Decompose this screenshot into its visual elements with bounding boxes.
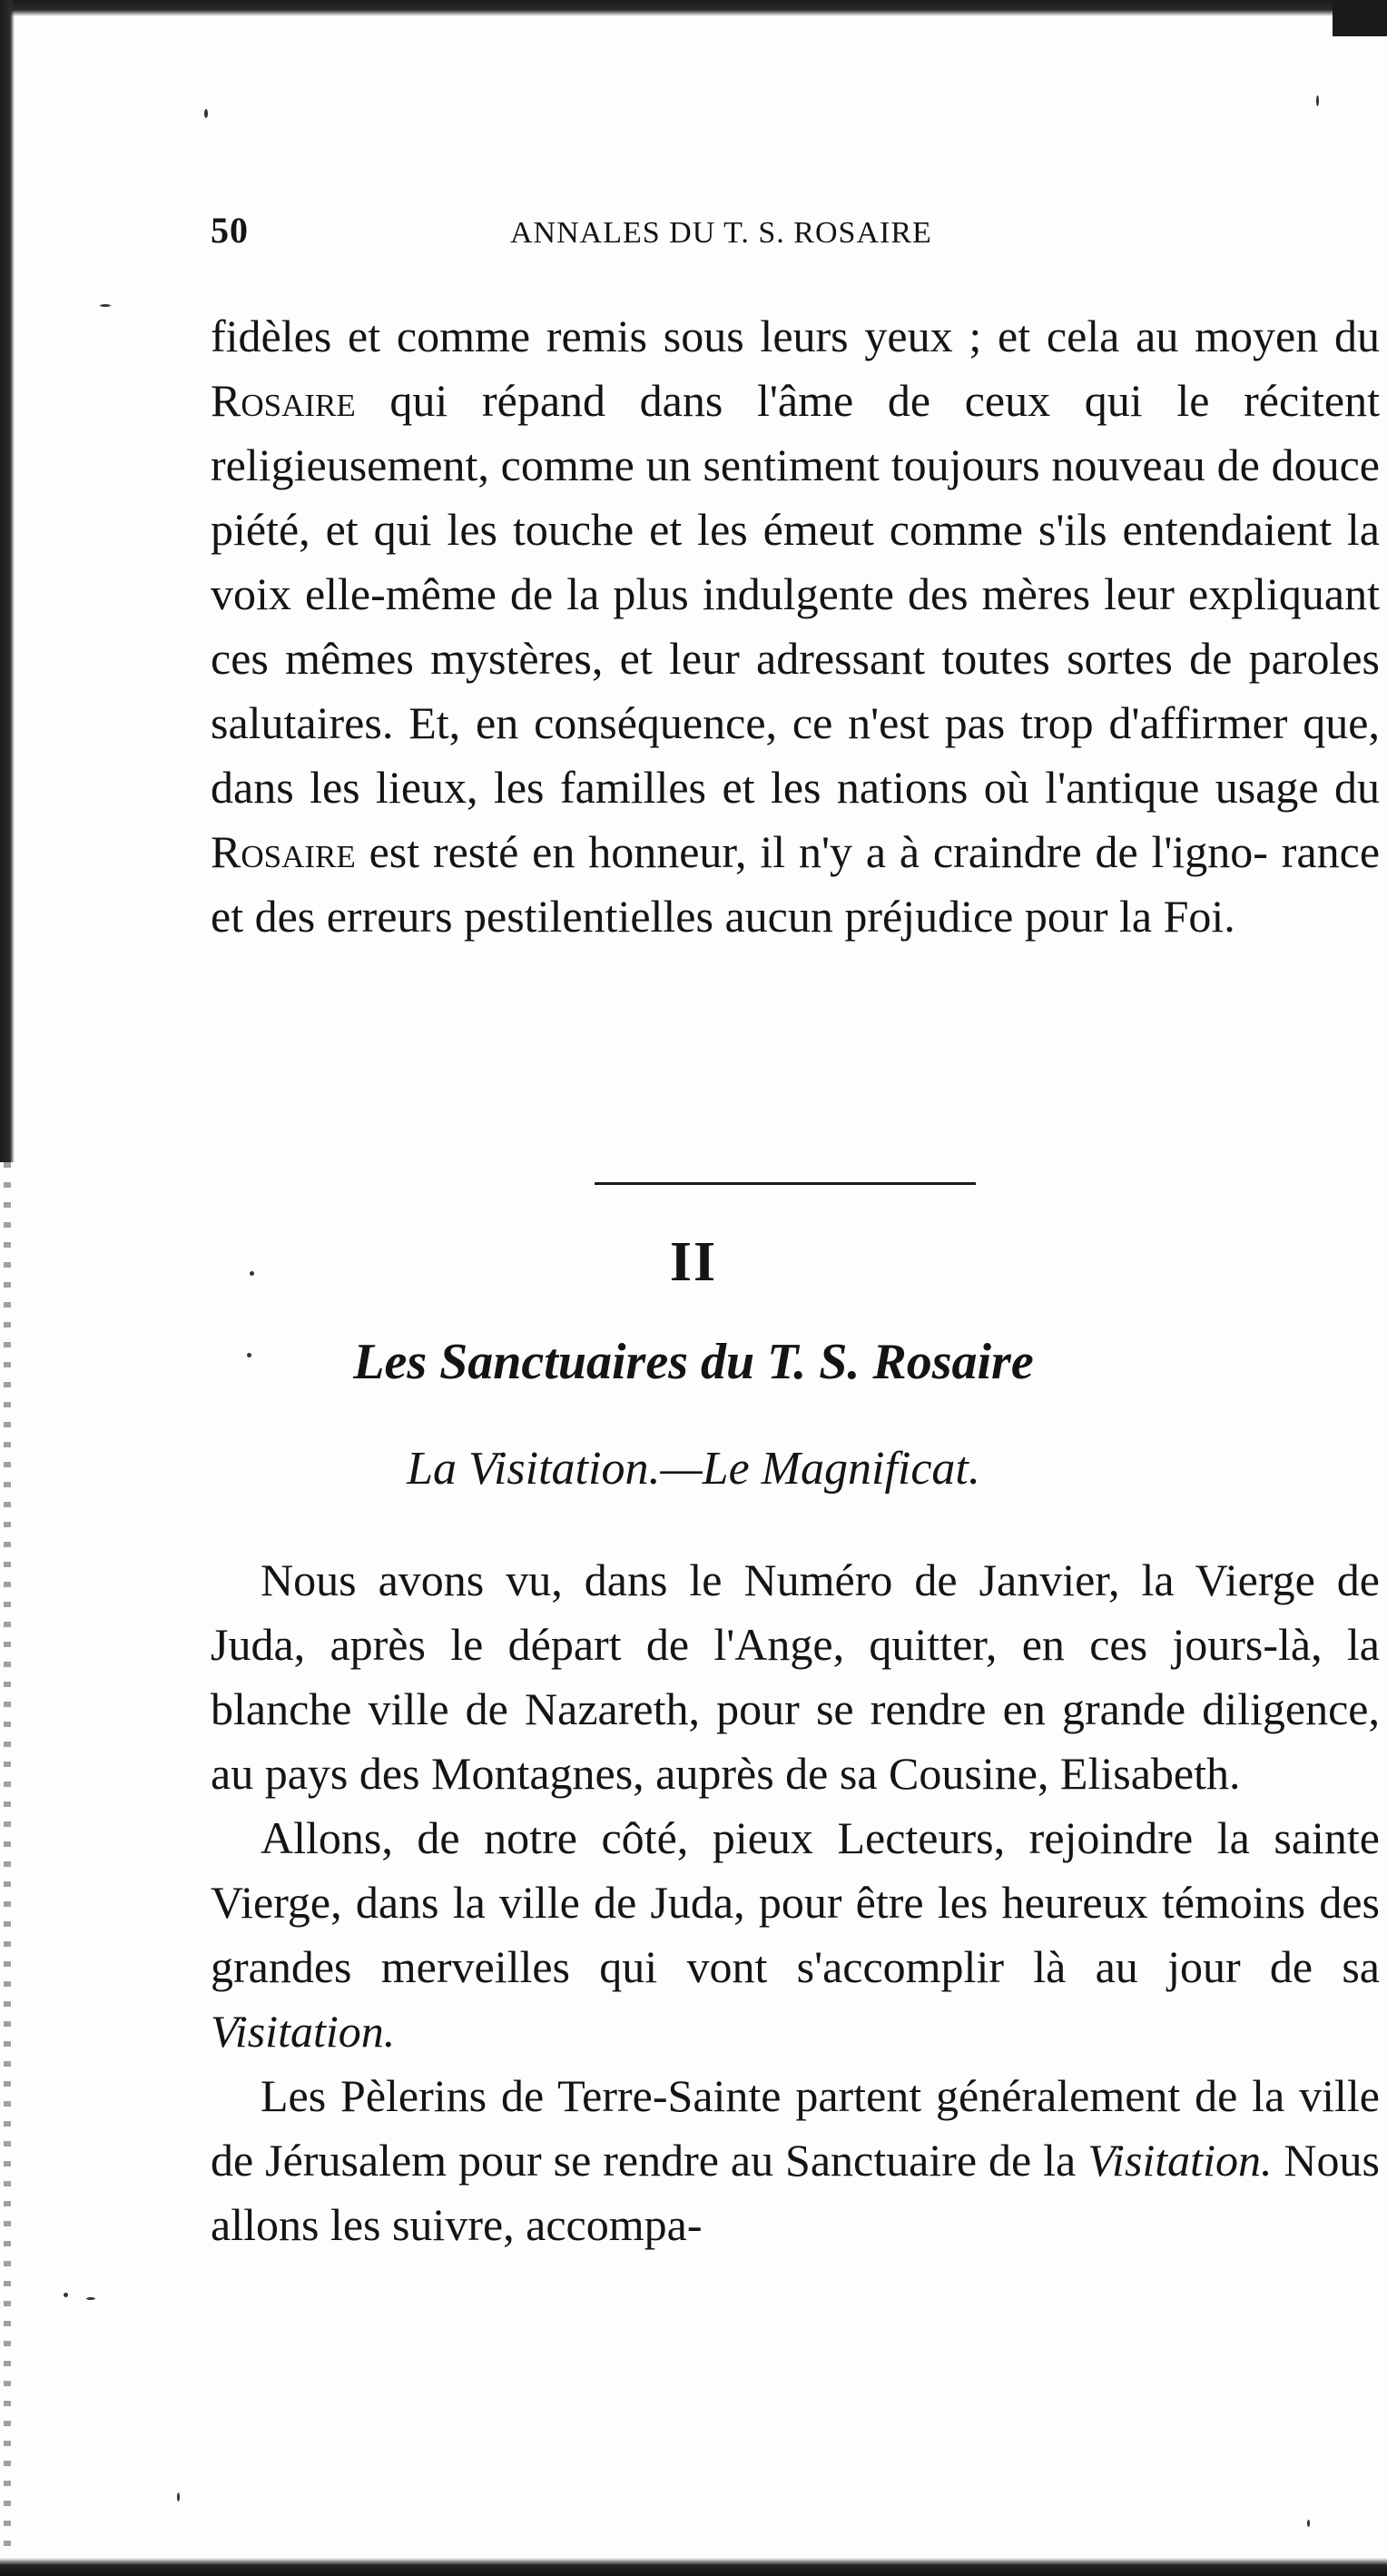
text-line: qui répand dans l'âme de [355,375,931,426]
scan-speck [64,2293,68,2297]
scan-speck [204,109,208,118]
text-line: toutes sortes de paroles salutaires. Et, en conséquence, [211,633,1380,748]
text-line: ce n'est pas trop d'affirmer que, dans les lieux, les [211,697,1381,813]
paragraph-4 [211,2064,1380,2257]
text-line: expliquant ces mêmes mystères, et leur adressant [211,568,1381,684]
body-text [211,1548,1380,2257]
scan-border-left [0,0,15,1162]
paragraph-3 [211,1806,1380,2064]
running-title: ANNALES DU T. S. ROSAIRE [510,216,932,250]
text-line: les touche et les émeut comme s'ils entendaient la [447,504,1380,555]
text-line: familles et les nations où l'antique usage du [559,762,1381,813]
section-number: II [669,1231,718,1293]
text-line: ceux qui le récitent religieusement, comme un [211,375,1381,490]
text-line: sentiment toujours nouveau de douce piété, et qui [211,439,1380,555]
text-line: est resté en honneur, il n'y a à craindre de l'igno- [369,826,1268,877]
paragraph-1 [211,304,1380,949]
rosaire-word: Rosaire [211,375,356,426]
paragraph-3-text: Allons, de notre côté, pieux Lecteurs, rejoindre la sainte Vierge, dans la ville de Juda, pour être les heureux témoins des grandes merveilles qui vont s'accomplir là au jour de sa [211,1812,1380,1992]
rosaire-word: Rosaire [211,826,356,877]
scan-border-corner [1333,0,1387,36]
section-divider [595,1182,976,1185]
text-line: fidèles et comme remis sous leurs yeux ; et cela [211,311,1120,361]
scan-speck [86,2297,95,2300]
text-line: au moyen du [1136,311,1381,361]
scan-border-top [0,0,1387,16]
scan-speck [177,2492,180,2502]
section-subtitle: La Visitation.—Le Magnificat. [407,1443,980,1495]
paragraph-4-tail: Nous allons les suivre, accompa- [211,2135,1380,2250]
text-line: voix elle-même de la plus indulgente des mères leur [211,568,1175,619]
paragraph-2: Nous avons vu, dans le Numéro de Janvier, la Vierge de Juda, après le départ de l'Ange, quitter, en ces jours-là, la blanche ville de Nazareth, pour se rendre en grande diligence, au pays des Montagnes, auprès de sa Cousine, Elisabeth. [211,1554,1380,1799]
running-head [211,209,1387,252]
scan-speck [1307,2520,1310,2527]
text-line: pour la Foi. [1024,891,1235,942]
scan-speck [100,304,111,307]
scan-border-bottom [0,2558,1387,2576]
section-title: Les Sanctuaires du T. S. Rosaire [353,1334,1034,1390]
paragraph-4-italic: Visitation. [1087,2135,1273,2186]
text-line: rance et des erreurs pestilentielles aucun préjudice [211,826,1381,942]
paragraph-3-italic: Visitation. [211,2006,396,2057]
page-number: 50 [211,210,249,251]
scan-speck [1316,95,1319,106]
paragraph-4-text: Les Pèlerins de Terre-Sainte partent généralement de la ville de Jérusalem pour se rendre au Sanctuaire de la [211,2070,1380,2186]
